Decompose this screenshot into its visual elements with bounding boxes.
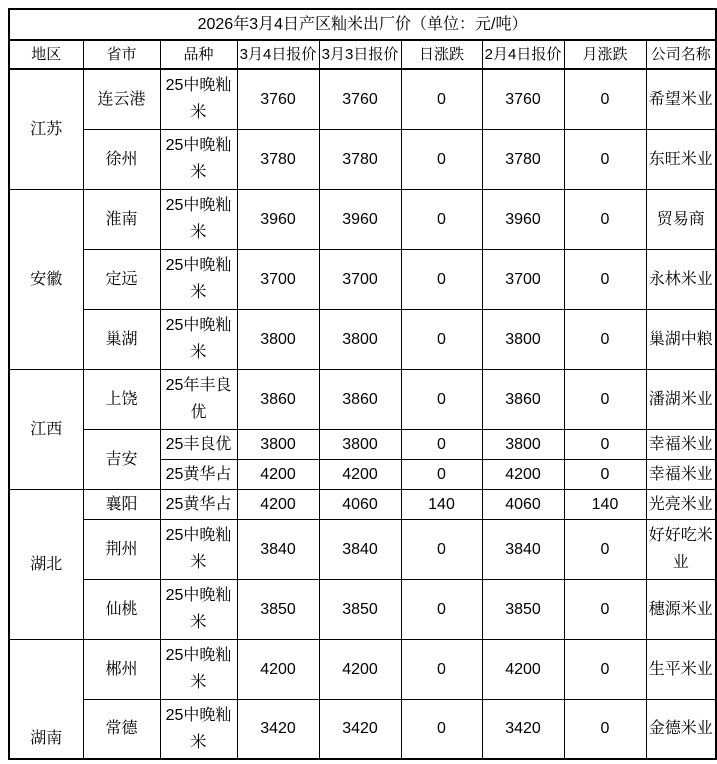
table-row bbox=[9, 249, 716, 309]
day-change-cell: 0 bbox=[401, 309, 482, 369]
variety-cell: 25中晚籼米 bbox=[160, 699, 237, 759]
price-feb4-cell: 3760 bbox=[482, 69, 564, 129]
table-row bbox=[9, 519, 716, 579]
city-cell: 仙桃 bbox=[83, 579, 160, 639]
price-feb4-cell: 3860 bbox=[482, 369, 564, 429]
price-mar3-cell: 3860 bbox=[319, 369, 401, 429]
price-mar3-cell: 3840 bbox=[319, 519, 401, 579]
day-change-cell: 0 bbox=[401, 519, 482, 579]
variety-cell: 25中晚籼米 bbox=[160, 579, 237, 639]
variety-cell: 25中晚籼米 bbox=[160, 69, 237, 129]
company-cell: 东旺米业 bbox=[646, 129, 716, 189]
header-row bbox=[9, 40, 716, 69]
price-mar4-cell: 3700 bbox=[237, 249, 319, 309]
price-mar3-cell: 3800 bbox=[319, 429, 401, 459]
city-cell: 荆州 bbox=[83, 519, 160, 579]
price-feb4-cell: 4200 bbox=[482, 459, 564, 489]
price-mar4-cell: 3420 bbox=[237, 699, 319, 759]
price-feb4-cell: 4060 bbox=[482, 489, 564, 519]
month-change-cell: 0 bbox=[564, 309, 646, 369]
rice-price-table bbox=[8, 8, 717, 760]
table-title: 2026年3月4日产区籼米出厂价（单位：元/吨） bbox=[9, 9, 716, 40]
variety-cell: 25中晚籼米 bbox=[160, 189, 237, 249]
day-change-cell: 0 bbox=[401, 249, 482, 309]
price-mar4-cell: 4200 bbox=[237, 459, 319, 489]
day-change-cell: 0 bbox=[401, 129, 482, 189]
month-change-cell: 0 bbox=[564, 579, 646, 639]
city-cell: 定远 bbox=[83, 249, 160, 309]
day-change-cell: 0 bbox=[401, 459, 482, 489]
table-row bbox=[9, 309, 716, 369]
company-cell: 穗源米业 bbox=[646, 579, 716, 639]
variety-cell: 25中晚籼米 bbox=[160, 519, 237, 579]
header-price-feb4: 2月4日报价 bbox=[482, 40, 564, 69]
price-mar3-cell: 4060 bbox=[319, 489, 401, 519]
month-change-cell: 0 bbox=[564, 69, 646, 129]
month-change-cell: 0 bbox=[564, 369, 646, 429]
city-cell: 吉安 bbox=[83, 429, 160, 489]
table-row bbox=[9, 189, 716, 249]
day-change-cell: 140 bbox=[401, 489, 482, 519]
day-change-cell: 0 bbox=[401, 189, 482, 249]
title-row bbox=[9, 9, 716, 40]
price-mar3-cell: 3780 bbox=[319, 129, 401, 189]
company-cell: 生平米业 bbox=[646, 639, 716, 699]
company-cell: 巢湖中粮 bbox=[646, 309, 716, 369]
price-mar4-cell: 3960 bbox=[237, 189, 319, 249]
table-row bbox=[9, 579, 716, 639]
region-cell: 湖南 bbox=[9, 639, 83, 759]
city-cell: 襄阳 bbox=[83, 489, 160, 519]
month-change-cell: 0 bbox=[564, 639, 646, 699]
price-mar3-cell: 3800 bbox=[319, 309, 401, 369]
city-cell: 上饶 bbox=[83, 369, 160, 429]
region-cell: 安徽 bbox=[9, 189, 83, 369]
month-change-cell: 140 bbox=[564, 489, 646, 519]
price-feb4-cell: 3780 bbox=[482, 129, 564, 189]
price-mar3-cell: 3700 bbox=[319, 249, 401, 309]
day-change-cell: 0 bbox=[401, 699, 482, 759]
variety-cell: 25中晚籼米 bbox=[160, 249, 237, 309]
month-change-cell: 0 bbox=[564, 519, 646, 579]
price-table-body bbox=[9, 69, 716, 759]
variety-cell: 25黄华占 bbox=[160, 489, 237, 519]
company-cell: 希望米业 bbox=[646, 69, 716, 129]
day-change-cell: 0 bbox=[401, 69, 482, 129]
price-feb4-cell: 3700 bbox=[482, 249, 564, 309]
city-cell: 徐州 bbox=[83, 129, 160, 189]
variety-cell: 25中晚籼米 bbox=[160, 309, 237, 369]
company-cell: 幸福米业 bbox=[646, 459, 716, 489]
variety-cell: 25丰良优 bbox=[160, 429, 237, 459]
header-month-change: 月涨跌 bbox=[564, 40, 646, 69]
table-row bbox=[9, 69, 716, 129]
price-feb4-cell: 3840 bbox=[482, 519, 564, 579]
day-change-cell: 0 bbox=[401, 639, 482, 699]
month-change-cell: 0 bbox=[564, 459, 646, 489]
header-variety: 品种 bbox=[160, 40, 237, 69]
city-cell: 淮南 bbox=[83, 189, 160, 249]
month-change-cell: 0 bbox=[564, 189, 646, 249]
header-city: 省市 bbox=[83, 40, 160, 69]
company-cell: 贸易商 bbox=[646, 189, 716, 249]
region-cell: 湖北 bbox=[9, 489, 83, 639]
header-region: 地区 bbox=[9, 40, 83, 69]
day-change-cell: 0 bbox=[401, 429, 482, 459]
header-company: 公司名称 bbox=[646, 40, 716, 69]
variety-cell: 25中晚籼米 bbox=[160, 639, 237, 699]
price-mar4-cell: 3760 bbox=[237, 69, 319, 129]
table-row bbox=[9, 369, 716, 429]
header-price-mar3: 3月3日报价 bbox=[319, 40, 401, 69]
price-mar4-cell: 3860 bbox=[237, 369, 319, 429]
table-row bbox=[9, 699, 716, 759]
price-mar3-cell: 3960 bbox=[319, 189, 401, 249]
variety-cell: 25年丰良优 bbox=[160, 369, 237, 429]
price-mar4-cell: 3850 bbox=[237, 579, 319, 639]
header-day-change: 日涨跌 bbox=[401, 40, 482, 69]
day-change-cell: 0 bbox=[401, 579, 482, 639]
month-change-cell: 0 bbox=[564, 429, 646, 459]
company-cell: 光亮米业 bbox=[646, 489, 716, 519]
company-cell: 好好吃米业 bbox=[646, 519, 716, 579]
price-feb4-cell: 4200 bbox=[482, 639, 564, 699]
price-mar4-cell: 3800 bbox=[237, 429, 319, 459]
price-feb4-cell: 3960 bbox=[482, 189, 564, 249]
table-row bbox=[9, 639, 716, 699]
month-change-cell: 0 bbox=[564, 129, 646, 189]
price-mar3-cell: 4200 bbox=[319, 639, 401, 699]
company-cell: 金德米业 bbox=[646, 699, 716, 759]
price-mar3-cell: 3420 bbox=[319, 699, 401, 759]
city-cell: 郴州 bbox=[83, 639, 160, 699]
month-change-cell: 0 bbox=[564, 699, 646, 759]
day-change-cell: 0 bbox=[401, 369, 482, 429]
month-change-cell: 0 bbox=[564, 249, 646, 309]
region-cell: 江西 bbox=[9, 369, 83, 489]
company-cell: 潘湖米业 bbox=[646, 369, 716, 429]
price-mar4-cell: 4200 bbox=[237, 639, 319, 699]
price-feb4-cell: 3800 bbox=[482, 309, 564, 369]
price-mar3-cell: 3850 bbox=[319, 579, 401, 639]
table-row bbox=[9, 129, 716, 189]
table-row bbox=[9, 429, 716, 459]
company-cell: 永林米业 bbox=[646, 249, 716, 309]
city-cell: 巢湖 bbox=[83, 309, 160, 369]
price-mar4-cell: 4200 bbox=[237, 489, 319, 519]
price-feb4-cell: 3850 bbox=[482, 579, 564, 639]
header-price-mar4: 3月4日报价 bbox=[237, 40, 319, 69]
price-mar3-cell: 4200 bbox=[319, 459, 401, 489]
price-feb4-cell: 3800 bbox=[482, 429, 564, 459]
region-cell: 江苏 bbox=[9, 69, 83, 189]
variety-cell: 25黄华占 bbox=[160, 459, 237, 489]
price-feb4-cell: 3420 bbox=[482, 699, 564, 759]
city-cell: 连云港 bbox=[83, 69, 160, 129]
price-mar4-cell: 3800 bbox=[237, 309, 319, 369]
price-mar3-cell: 3760 bbox=[319, 69, 401, 129]
price-mar4-cell: 3780 bbox=[237, 129, 319, 189]
company-cell: 幸福米业 bbox=[646, 429, 716, 459]
table-row bbox=[9, 489, 716, 519]
city-cell: 常德 bbox=[83, 699, 160, 759]
price-mar4-cell: 3840 bbox=[237, 519, 319, 579]
variety-cell: 25中晚籼米 bbox=[160, 129, 237, 189]
